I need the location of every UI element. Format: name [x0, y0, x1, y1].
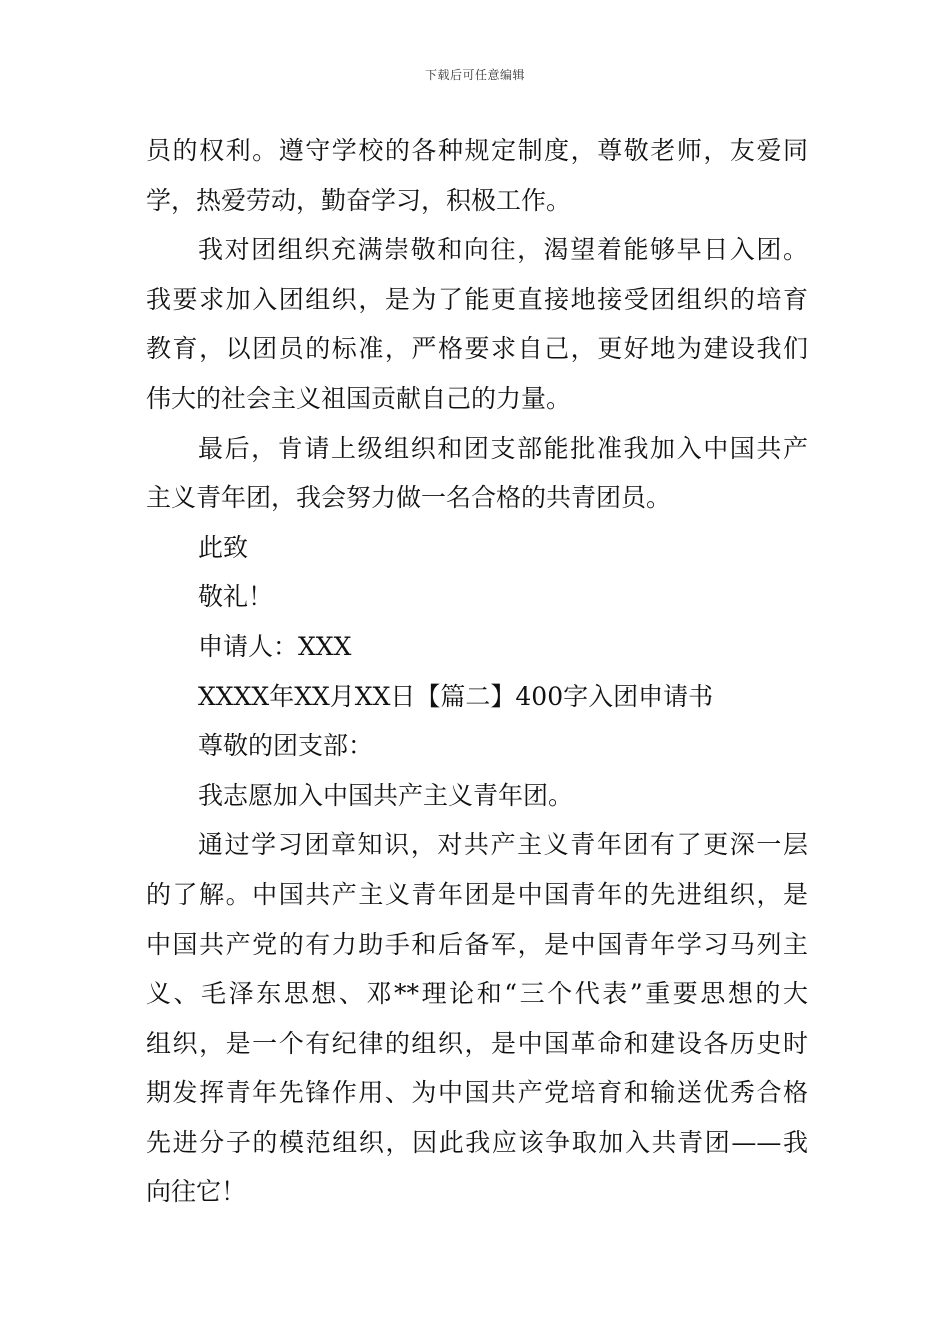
text-line: 的了解。中国共产主义青年团是中国青年的先进组织，是	[146, 879, 808, 909]
text-line: 敬礼！	[198, 582, 274, 612]
text-line: 教育，以团员的标准，严格要求自己，更好地为建设我们	[146, 334, 808, 364]
text-line: 中国共产党的有力助手和后备军，是中国青年学习马列主	[146, 929, 808, 959]
text-line: 最后，肯请上级组织和团支部能批准我加入中国共产	[198, 433, 808, 463]
document-body	[146, 126, 808, 1217]
text-line: 向往它！	[146, 1177, 247, 1207]
text-line: 我对团组织充满崇敬和向往，渴望着能够早日入团。	[198, 235, 808, 265]
text-line: 我志愿加入中国共产主义青年团。	[198, 780, 574, 810]
text-line: 先进分子的模范组织，因此我应该争取加入共青团——我	[146, 1127, 808, 1157]
text-line: 尊敬的团支部：	[198, 731, 374, 761]
text-line: 学，热爱劳动，勤奋学习，积极工作。	[146, 185, 572, 215]
text-line: 申请人：XXX	[198, 631, 352, 661]
text-line: 主义青年团，我会努力做一名合格的共青团员。	[146, 483, 672, 513]
text-line: 通过学习团章知识，对共产主义青年团有了更深一层	[198, 830, 808, 860]
text-line: 我要求加入团组织，是为了能更直接地接受团组织的培育	[146, 284, 808, 314]
text-line: 此致	[198, 532, 249, 562]
text-line: 义、毛泽东思想、邓**理论和“三个代表”重要思想的大	[146, 979, 808, 1009]
text-line: 期发挥青年先锋作用、为中国共产党培育和输送优秀合格	[146, 1078, 808, 1108]
text-line: 员的权利。遵守学校的各种规定制度，尊敬老师，友爱同	[146, 136, 808, 165]
text-line: 伟大的社会主义祖国贡献自己的力量。	[146, 383, 572, 413]
text-line: XXXX年XX月XX日【篇二】400字入团申请书	[198, 681, 714, 711]
text-line: 组织，是一个有纪律的组织，是中国革命和建设各历史时	[146, 1028, 808, 1058]
page-header: 下载后可任意编辑	[424, 68, 525, 82]
